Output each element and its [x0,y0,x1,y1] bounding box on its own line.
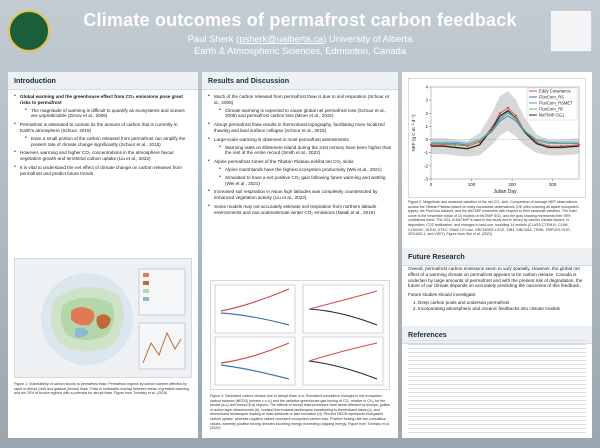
results-bullet-1: • Much of the carbon released from permafrost thaw is due to soil respiration (Schuur et al., 2008) • Climate warming is expected to cause global net permafrost loss (Schuur et al., 2008) and permafrost carbon loss (Miner et al., 2022) [208,94,392,119]
results-bullet-3-sub: • Warming rates on Ellesmere Island during the 21st century have been higher than the rest of the entire record (Smith et al., 2022) [219,145,392,157]
byline [0,33,600,57]
intro-bullet-2: • Permafrost is estimated to contain 2x the amount of carbon that is currently in Earth's atmosphere (Schuur, 2019) • Even a small portion of the carbon released from permafrost can amplify the present rate of climate change significantly (Schuur et al., 2015) [14,122,192,147]
introduction-heading: Introduction [8,72,198,90]
intro-bullet-1: • Global warming and the greenhouse effect from CO₂ emissions pose great risks to permafrost • The magnitude of warming is difficult to quantify as ecosystems and oceans are unpredictable (Zimov et al., 2006) [14,94,192,119]
author-line [0,33,600,45]
ec-point [507,107,509,109]
future-list-item-2: 2. Incorporating atmospheric and oceanic feedbacks into climate models [418,306,586,312]
y-axis-label: NEP (g C m⁻² d⁻¹) [411,114,416,152]
introduction-body [8,90,198,184]
author-affiliation: ) University of Alberta [323,33,413,44]
references-block [408,340,586,434]
author-name: Paul Sherk ( [187,33,240,44]
department: Earth & Atmospheric Sciences, Edmonton, Canada [193,45,407,56]
x-tick-label: 0 [429,182,433,187]
right-panel [402,72,592,438]
x-axis-label: Julian Day [493,189,517,195]
x-tick-label: 200 [508,182,516,187]
results-bullet-6: • Some models may not accurately estimate soil respiration from northern latitude environments and can underestimate winter CO₂ emissions (Natali et al., 2019) [208,204,392,216]
ec-point [491,127,493,129]
y-tick-label: -1 [423,150,428,156]
figure-3-panels [210,280,390,390]
figure-3-caption: Figure 3: Simulated carbon release due to abrupt thaw. a-d, Simulated cumulative changes in net ecosystem carbon balance (NECB) (means ± s.d.) and the radiative greenhouse gas forcing of CO₂ relative to CH₄ for the tundra (a-c) and boreal (b-d) regions. The effects of abrupt thaw processes from areas affected by slumps, gullies or active layer detachments (b), lowland thermokarst landscapes transitioning to thermokarst lakes (c), and thermokarst landscapes leading to thaw wetlands or lake formation (d). Percent NECB represents ecosystem carbon uptake, whereas negative values represent ecosystem carbon loss. Positive forcing rate are cumulative values, whereby positive forcing denotes incoming energy exceeding outgoing energy. Figure from Turetsky et al. (2020) [210,394,390,431]
future-paragraph: Overall, permafrost carbon emissions seem to vary spatially. However, the global net effect of a warming climate on permafrost appears to be carbon release. Canada is underlain by large amounts of permafrost and with the present risk of degradation, the future of our climate depends on accurately predicting the outcomes of this feedback. [408,266,583,289]
ec-point [515,115,517,117]
results-bullet-5: • Increased soil respiration in Asian high latitudes was completely counteracted by enhanced vegetation activity (Liu et al., 2022) [208,189,392,201]
future-studies-intro: Future studies should investigate: [408,292,477,298]
intro-bullet-1-sub: • The magnitude of warming is difficult to quantify as ecosystems and oceans are unpredictable (Zimov et al., 2006) [25,108,192,120]
y-tick-label: 2 [425,110,428,116]
legend-label: FluxCom_RS [539,94,564,100]
legend-label: Eddy Covariance [539,88,571,94]
results-bullet-3: • Large-scale warming is observed in most permafrost assessments • Warming rates on Ellesmere Island during the 21st century have been higher than the rest of the entire record (Smith et al., 2022) [208,137,392,156]
intro-bullet-3: • However, warming and higher CO₂ concentrations in the atmosphere favour vegetation growth and terrestrial carbon uptake (Liu et al., 2022) [14,150,192,162]
references-heading: References [402,326,592,344]
results-panel [202,72,398,438]
x-tick-label: 100 [467,182,476,187]
results-bullet-1-sub: • Climate warming is expected to cause global net permafrost loss (Schuur et al., 2008) and permafrost carbon loss (Miner et al., 2022) [219,108,392,120]
y-tick-label: -3 [423,176,428,182]
legend-label: MsTMIP-SG1 [539,112,565,118]
introduction-panel [8,72,198,438]
y-tick-label: 3 [425,97,428,103]
y-tick-label: 4 [425,84,428,90]
y-tick-label: 1 [425,123,428,129]
results-bullet-4-sub-1: • Alpine marshlands have the highest ecosystem productivity (Wei et al., 2021) [219,167,392,173]
x-tick-label: 300 [548,182,557,187]
results-bullet-4-sub-2: • Simulated to have a net positive CO₂ gain following future warming and wetting (Wei et al., 2021) [219,175,392,187]
results-bullet-4: • Alpine permafrost zones of the Tibetan Plateau exhibit net CO₂ sinks • Alpine marshlands have the highest ecosystem productivity (Wei et al., 2021) • Simulated to have a net positive CO₂ gain following future warming and wetting (Wei et al., 2021) [208,159,392,186]
nep-chart [408,78,586,198]
results-body [202,90,398,223]
intro-bullet-4: • It is vital to understand the net effect of climate change on carbon releases from permafrost and predict future trends [14,165,192,177]
ec-point [499,112,501,114]
ec-point [578,144,580,146]
nep-seasonal-chart [409,79,585,197]
ec-point [560,145,562,147]
legend-label: FluxCom_RF [539,106,564,112]
future-list-item-1: 1. Deep carbon pools and undersea permafrost [418,300,586,306]
intro-bullet-2-sub: • Even a small portion of the carbon released from permafrost can amplify the present rate of climate change significantly (Schuur et al., 2015) [25,136,192,148]
legend-label: FluxCom_RSMET [539,100,573,106]
ec-point [442,144,444,146]
permafrost-map [14,258,192,378]
future-list [418,300,586,312]
results-heading: Results and Discussion [202,72,398,90]
author-email-link[interactable]: psherk@ualberta.ca [239,33,324,44]
y-tick-label: 0 [425,137,428,143]
figure-2-caption: Figure 2: Magnitude and seasonal variation of the net CO₂ sink. Comparison of average NEP observations across the Tibetan Plateau based on eddy covariance observations (OE sites covering all alpine ecosystem types), the FluxCom dataset, and the MsTMIP ensemble with respect to their seasonal variation. The solid curve is the ensemble mean of 10 models of MsTMIP SG1, and the gray shading represents their 95% confidence band. The SG1 of MsTMIP is used in this study and is driven by various climate factors, N deposition, CO2 fertilization, and changes in land-use, including 14 models (CLASS-CTEM-N, CLM4, CLM4VIC, DLEM, GTEC, ISAM, LPJ-wsl, ORCHIDEE-LSCE, SIB3, SIBCASA, TEM6, TRIPLEX-GHG, VEGAS2.1, and VISIT). Figure from Wei et al. (2021) [408,200,579,237]
carbon-release-panels-icon [211,281,389,389]
results-bullet-2: • Abrupt permafrost thaw results in thermokarst topography, facilitating more localized thawing and land surface collapse (Schuur et al., 2015) [208,122,392,134]
figure-1-caption: Figure 1: Vulnerability of carbon stocks to permafrost thaw. Permafrost regions by carbon content affected by rapid or abrupt (red) and gradual (brown) thaw. Thaw is noticeable overlap between areas of greatest warming and the 20% of tundra regions with a potential for abrupt thaw. Figure from Turetsky et al. (2019) [14,382,190,396]
future-research-body [402,262,592,316]
ec-point [430,144,432,146]
ec-point [547,145,549,147]
ec-point [466,145,468,147]
poster-title: Climate outcomes of permafrost carbon feedback [83,10,517,30]
arctic-map-icon [15,259,191,377]
y-tick-label: -2 [423,163,428,169]
future-research-heading: Future Research [402,248,592,266]
